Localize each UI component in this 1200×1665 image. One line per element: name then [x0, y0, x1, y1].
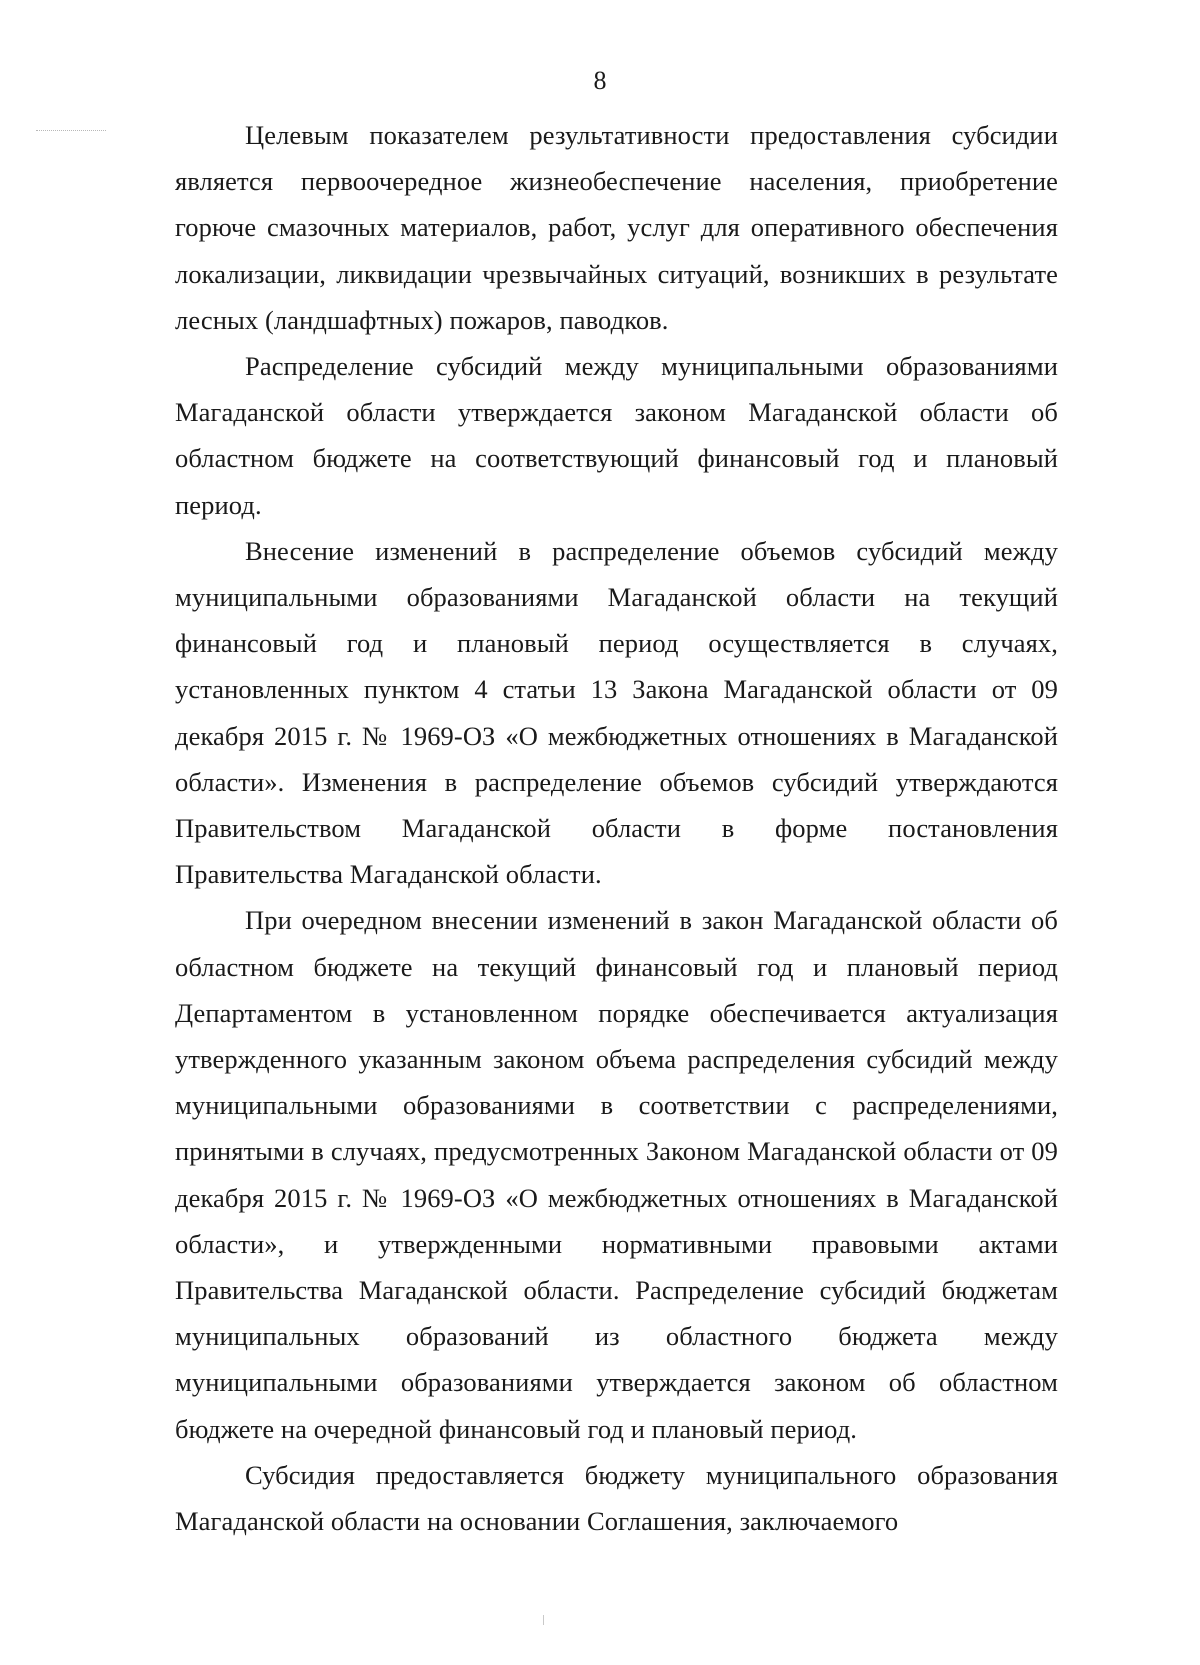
paragraph-budget-law-amendment: При очередном внесении изменений в закон Магаданской области об областном бюджете на текущий финансовый год и плановый период Департаментом в установленном порядке обеспечивается актуализация утвержденного указанным законом объема распределения субсидий между муниципальными образованиями в соответствии с распределениями, принятыми в случаях, предусмотренных Законом Магаданской области от 09 декабря 2015 г. № 1969-ОЗ «О межбюджетных отношениях в Магаданской области», и утвержденными нормативными правовыми актами Правительства Магаданской области. Распределение субсидий бюджетам муниципальных образований из областного бюджета между муниципальными образованиями утверждается законом об областном бюджете на очередной финансовый год и плановый период.: [175, 905, 1058, 1444]
page-number: 8: [593, 66, 607, 95]
paragraph-subsidy-distribution: Распределение субсидий между муниципальными образованиями Магаданской области утверждается законом Магаданской области об областном бюджете на соответствующий финансовый год и плановый период.: [175, 351, 1058, 520]
paragraph-subsidy-agreement: Субсидия предоставляется бюджету муниципального образования Магаданской области на основании Соглашения, заключаемого: [175, 1459, 1058, 1537]
paragraph-target-indicator: Целевым показателем результативности предоставления субсидии является первоочередное жизнеобеспечение населения, приобретение горюче смазочных материалов, работ, услуг для оперативного обеспечения локализации, ликвидации чрезвычайных ситуаций, возникших в результате лесных (ландшафтных) пожаров, паводков.: [175, 120, 1058, 335]
paragraph-distribution-changes: Внесение изменений в распределение объемов субсидий между муниципальными образованиями Магаданской области на текущий финансовый год и плановый период осуществляется в случаях, установленных пунктом 4 статьи 13 Закона Магаданской области от 09 декабря 2015 г. № 1969-ОЗ «О межбюджетных отношениях в Магаданской области». Изменения в распределение объемов субсидий утверждаются Правительством Магаданской области в форме постановления Правительства Магаданской области.: [175, 535, 1058, 890]
scan-artifact: [36, 130, 106, 133]
scan-artifact-tick: [543, 1615, 544, 1625]
document-body: [175, 112, 1058, 1544]
